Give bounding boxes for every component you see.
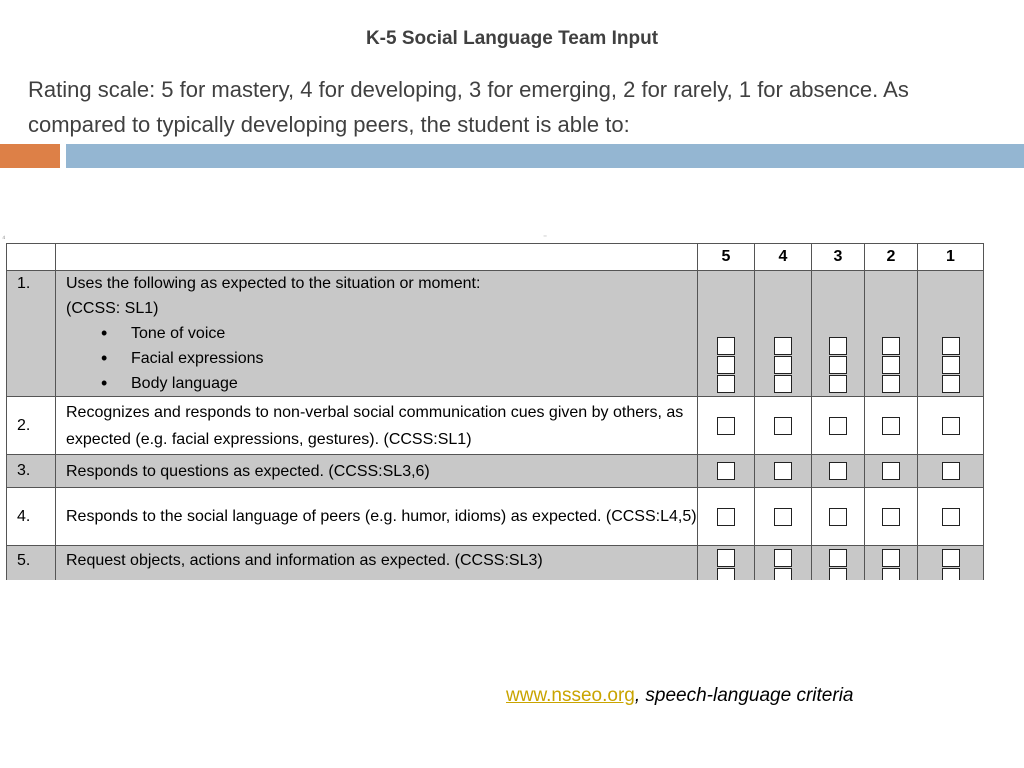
checkbox-row5-2[interactable]	[882, 549, 900, 567]
checkbox-body-3[interactable]	[829, 375, 847, 393]
checkbox-row5-4[interactable]	[774, 549, 792, 567]
column-header-3: 3	[812, 244, 865, 271]
slide-title: K-5 Social Language Team Input	[365, 28, 659, 49]
row-code: (CCSS: SL1)	[66, 300, 159, 317]
row-number: 2.	[7, 397, 56, 455]
checkbox-row3-5[interactable]	[717, 462, 735, 480]
rating-scale-text: Rating scale: 5 for mastery, 4 for developing, 3 for emerging, 2 for rarely, 1 for absence. As compared to typically developing peers, the student is able to:	[28, 77, 909, 137]
column-header-4: 4	[755, 244, 812, 271]
checkbox-body-5[interactable]	[717, 375, 735, 393]
checkbox-row3-4[interactable]	[774, 462, 792, 480]
rating-table	[6, 243, 984, 596]
checkbox-tone-2[interactable]	[882, 337, 900, 355]
checkbox-tone-3[interactable]	[829, 337, 847, 355]
margin-mark-left: ⁴	[2, 234, 6, 243]
row-number: 5.	[7, 546, 56, 596]
column-header-1: 1	[918, 244, 984, 271]
row-description: Responds to questions as expected. (CCSS:SL3,6)	[56, 455, 698, 488]
accent-bar-orange	[0, 144, 60, 168]
row-description: Recognizes and responds to non-verbal social communication cues given by others, as expected (e.g. facial expressions, gestures). (CCSS:SL1)	[56, 397, 698, 455]
bullet-item: • Tone of voice	[116, 321, 697, 346]
row-number: 4.	[7, 488, 56, 546]
row-number: 3.	[7, 455, 56, 488]
checkbox-row2-5[interactable]	[717, 417, 735, 435]
checkbox-row5-3[interactable]	[829, 549, 847, 567]
row-description	[56, 271, 698, 397]
checkbox-row2-4[interactable]	[774, 417, 792, 435]
checkbox-tone-5[interactable]	[717, 337, 735, 355]
row-description: Responds to the social language of peers (e.g. humor, idioms) as expected. (CCSS:L4,5)	[56, 488, 698, 546]
checkbox-tone-4[interactable]	[774, 337, 792, 355]
source-link[interactable]: www.nsseo.org	[506, 685, 635, 706]
row-text: Uses the following as expected to the situation or moment:	[66, 275, 481, 292]
checkbox-row4-1[interactable]	[942, 508, 960, 526]
checkbox-body-4[interactable]	[774, 375, 792, 393]
margin-mark-center: ⁻	[543, 233, 548, 242]
checkbox-row5-5[interactable]	[717, 549, 735, 567]
header-blank-num	[7, 244, 56, 271]
row-description: Request objects, actions and information as expected. (CCSS:SL3)	[56, 546, 698, 596]
bullet-list	[66, 321, 697, 396]
bullet-item: • Body language	[116, 371, 697, 396]
column-header-5: 5	[698, 244, 755, 271]
checkbox-row2-3[interactable]	[829, 417, 847, 435]
footer-separator: ,	[634, 685, 646, 706]
table-row-4	[7, 488, 984, 546]
checkbox-row4-2[interactable]	[882, 508, 900, 526]
accent-bar-blue	[66, 144, 1024, 168]
table-header-row	[7, 244, 984, 271]
footer-text: speech-language criteria	[645, 685, 854, 706]
checkbox-row4-3[interactable]	[829, 508, 847, 526]
checkbox-facial-2[interactable]	[882, 356, 900, 374]
row-number: 1.	[7, 271, 56, 397]
checkbox-tone-1[interactable]	[942, 337, 960, 355]
checkbox-facial-1[interactable]	[942, 356, 960, 374]
checkbox-body-1[interactable]	[942, 375, 960, 393]
checkbox-row5-1[interactable]	[942, 549, 960, 567]
table-row-1	[7, 271, 984, 397]
table-row-3	[7, 455, 984, 488]
checkbox-row2-1[interactable]	[942, 417, 960, 435]
checkbox-row3-3[interactable]	[829, 462, 847, 480]
checkbox-row3-1[interactable]	[942, 462, 960, 480]
checkbox-row2-2[interactable]	[882, 417, 900, 435]
bullet-item: • Facial expressions	[116, 346, 697, 371]
column-header-2: 2	[865, 244, 918, 271]
checkbox-row3-2[interactable]	[882, 462, 900, 480]
checkbox-facial-5[interactable]	[717, 356, 735, 374]
checkbox-facial-3[interactable]	[829, 356, 847, 374]
footer-source	[506, 685, 853, 707]
checkbox-row4-5[interactable]	[717, 508, 735, 526]
checkbox-row4-4[interactable]	[774, 508, 792, 526]
table-row-2	[7, 397, 984, 455]
table-crop-mask	[0, 580, 1024, 680]
checkbox-body-2[interactable]	[882, 375, 900, 393]
checkbox-facial-4[interactable]	[774, 356, 792, 374]
header-blank-desc	[56, 244, 698, 271]
